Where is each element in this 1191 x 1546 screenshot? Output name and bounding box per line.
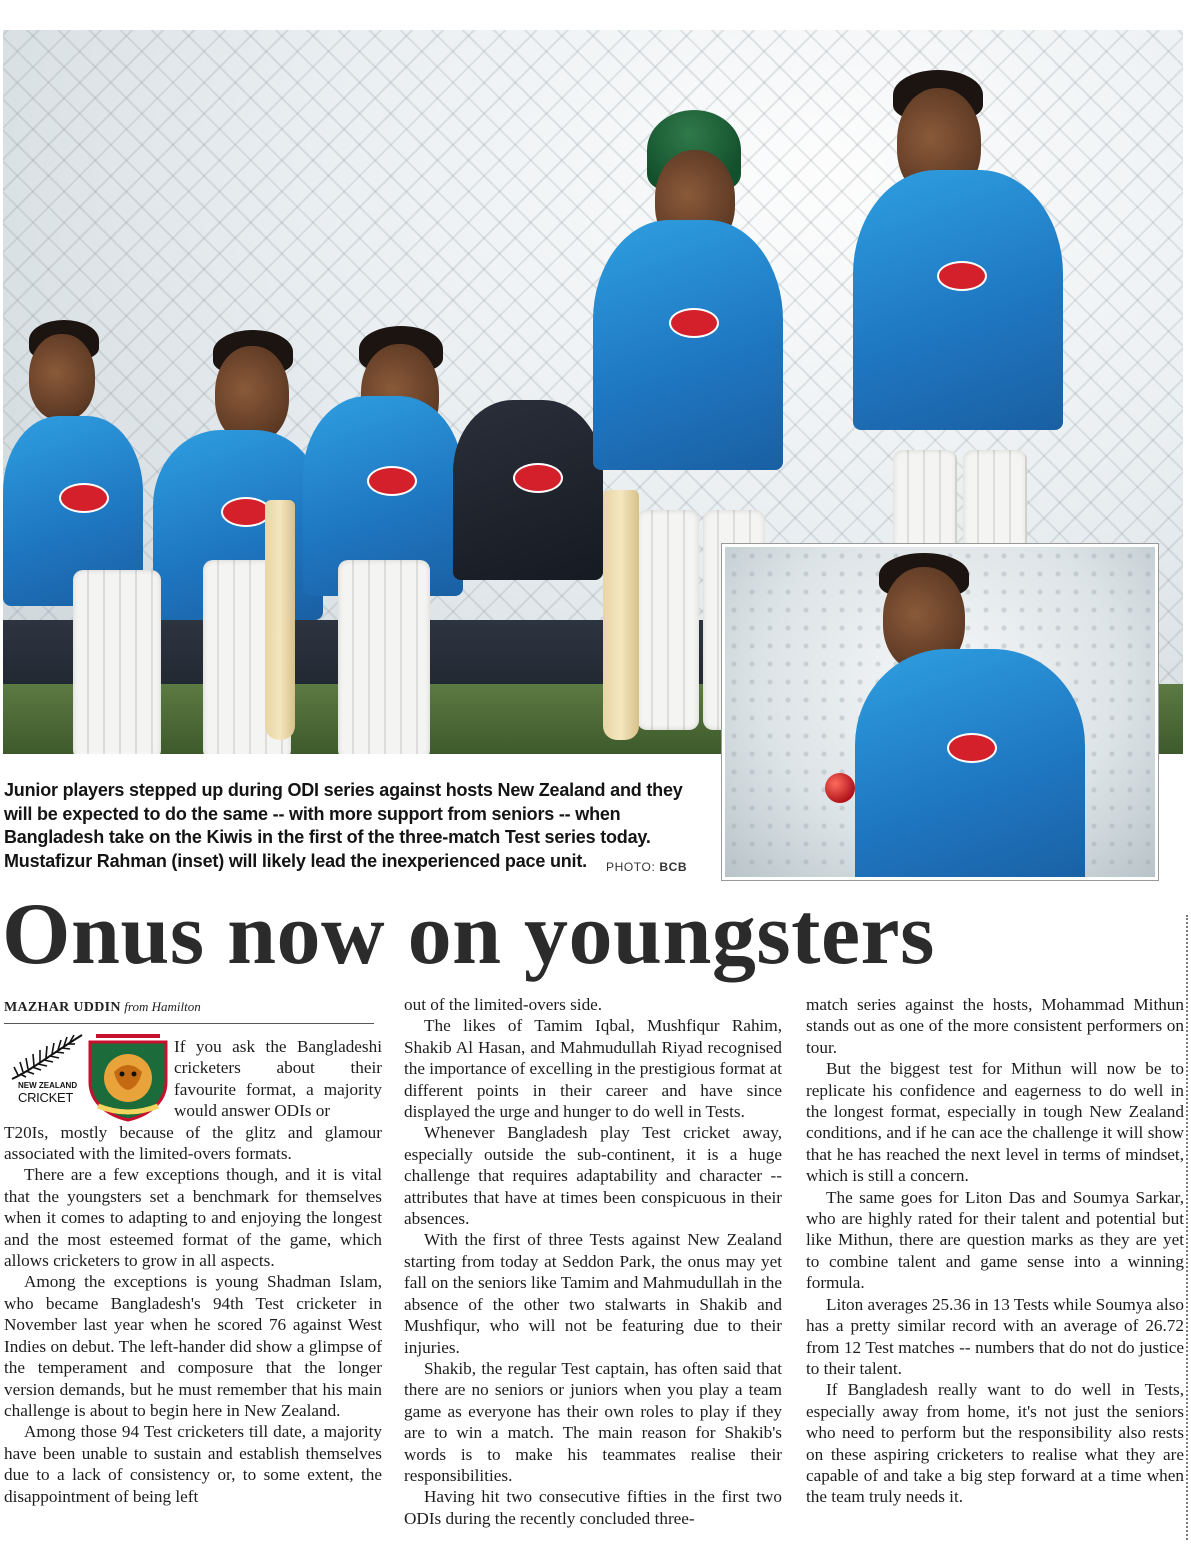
article-column-2 bbox=[404, 994, 782, 1529]
article-paragraph: Liton averages 25.36 in 13 Tests while Soumya also has a pretty similar record with an average of 26.72 from 12 Test matches -- numbers that do not do justice to their talent. bbox=[806, 1294, 1184, 1378]
batting-pad bbox=[637, 510, 699, 730]
article-paragraph: The same goes for Liton Das and Soumya Sarkar, who are highly rated for their talent and potential but like Mithun, there are question marks as they are yet to combine talent and game sense into a winning formula. bbox=[806, 1187, 1184, 1293]
cricket-bat bbox=[265, 500, 295, 740]
article-column-1 bbox=[4, 1036, 382, 1507]
cricket-ball-icon bbox=[825, 773, 855, 803]
photo-credit bbox=[606, 860, 687, 874]
article-paragraph: T20Is, mostly because of the glitz and glamour associated with the limited-overs formats. bbox=[4, 1122, 382, 1164]
article-paragraph: Shakib, the regular Test captain, has often said that there are no seniors or juniors when you play a team game as everyone has their own roles to play if they are to win a match. The main reason for Shakib's words is to make his teammates realise their responsibilities. bbox=[404, 1358, 782, 1485]
article-paragraph: But the biggest test for Mithun will now be to replicate his confidence and eagerness to do well in the longest format, especially in tough New Zealand conditions, and if he can ace the challenge it will show that he has reached the next level in terms of mindset, which is still a concern. bbox=[806, 1059, 1184, 1186]
article-paragraph: Whenever Bangladesh play Test cricket away, especially outside the sub-continent, it is a huge challenge that requires adaptability and character -- attributes that have at times been conspicuous in their absences. bbox=[404, 1123, 782, 1229]
photo-credit-label: PHOTO: bbox=[606, 860, 656, 874]
article-paragraph: The likes of Tamim Iqbal, Mushfiqur Rahim, Shakib Al Hasan, and Mahmudullah Riyad recognised the importance of excelling in the prestigious format at different points in their career and have since displayed the urge and hunger to do well in Tests. bbox=[404, 1016, 783, 1122]
batting-pad bbox=[338, 560, 430, 754]
article-paragraph: out of the limited-overs side. bbox=[404, 995, 603, 1014]
article-paragraph: match series against the hosts, Mohammad Mithun stands out as one of the more consistent performers on tour. bbox=[806, 995, 1184, 1057]
headline: Onus now on youngsters bbox=[2, 886, 935, 983]
article-paragraph: There are a few exceptions though, and it is vital that the youngsters set a benchmark for themselves when it comes to adapting to and enjoying the longest and the most esteemed format of the game, which allows cricketers to grow in all aspects. bbox=[4, 1165, 382, 1271]
nz-logo-text-top: NEW ZEALAND bbox=[18, 1081, 78, 1090]
nz-logo-text-bottom: CRICKET bbox=[18, 1090, 73, 1105]
cricket-bat bbox=[603, 490, 639, 740]
article-column-3 bbox=[806, 994, 1184, 1508]
article-paragraph: Among those 94 Test cricketers till date, a majority have been unable to sustain and establish themselves due to a lack of consistency or, to some extent, the disappointment of being left bbox=[4, 1422, 382, 1506]
column-divider bbox=[1186, 915, 1188, 1540]
batting-pad bbox=[73, 570, 161, 754]
photo-credit-source: BCB bbox=[659, 860, 688, 874]
seated-player-4 bbox=[443, 400, 613, 650]
article-paragraph: Having hit two consecutive fifties in the first two ODIs during the recently concluded three- bbox=[404, 1487, 782, 1528]
dateline: from Hamilton bbox=[124, 999, 201, 1014]
inset-photo bbox=[722, 544, 1158, 880]
byline bbox=[4, 999, 201, 1016]
byline-rule bbox=[4, 1023, 374, 1024]
author-name: MAZHAR UDDIN bbox=[4, 1000, 121, 1015]
article-paragraph: If Bangladesh really want to do well in Tests, especially away from home, it's not just the seniors who need to perform but the responsibility also rests on these aspiring cricketers to realise what they are capable of and take a big step forward at a time when the team truly needs it. bbox=[806, 1380, 1184, 1507]
article-paragraph: With the first of three Tests against New Zealand starting from today at Seddon Park, the onus may yet fall on the seniors like Tamim and Mahmudullah in the absence of the other two stalwarts in Shakib and Mushfiqur, who will not be featuring due to their injuries. bbox=[404, 1230, 782, 1357]
inset-player bbox=[855, 553, 1085, 877]
article-paragraph: Among the exceptions is young Shadman Islam, who became Bangladesh's 94th Test cricketer in November last year when he scored 76 against West Indies on debut. The left-hander did show a glimpse of the temperament and composure that the longer version demands, but he must remember that his main challenge is about to begin here in New Zealand. bbox=[4, 1272, 382, 1420]
article-paragraph: If you ask the Bangladeshi cricketers about their favourite format, a majority would answer ODIs or bbox=[174, 1037, 382, 1121]
photo-caption: Junior players stepped up during ODI series against hosts New Zealand and they will be expected to do the same -- with more support from seniors -- when Bangladesh take on the Kiwis in the first of the three-match Test series today. Mustafizur Rahman (inset) will likely lead the inexperienced pace unit. bbox=[4, 780, 683, 871]
